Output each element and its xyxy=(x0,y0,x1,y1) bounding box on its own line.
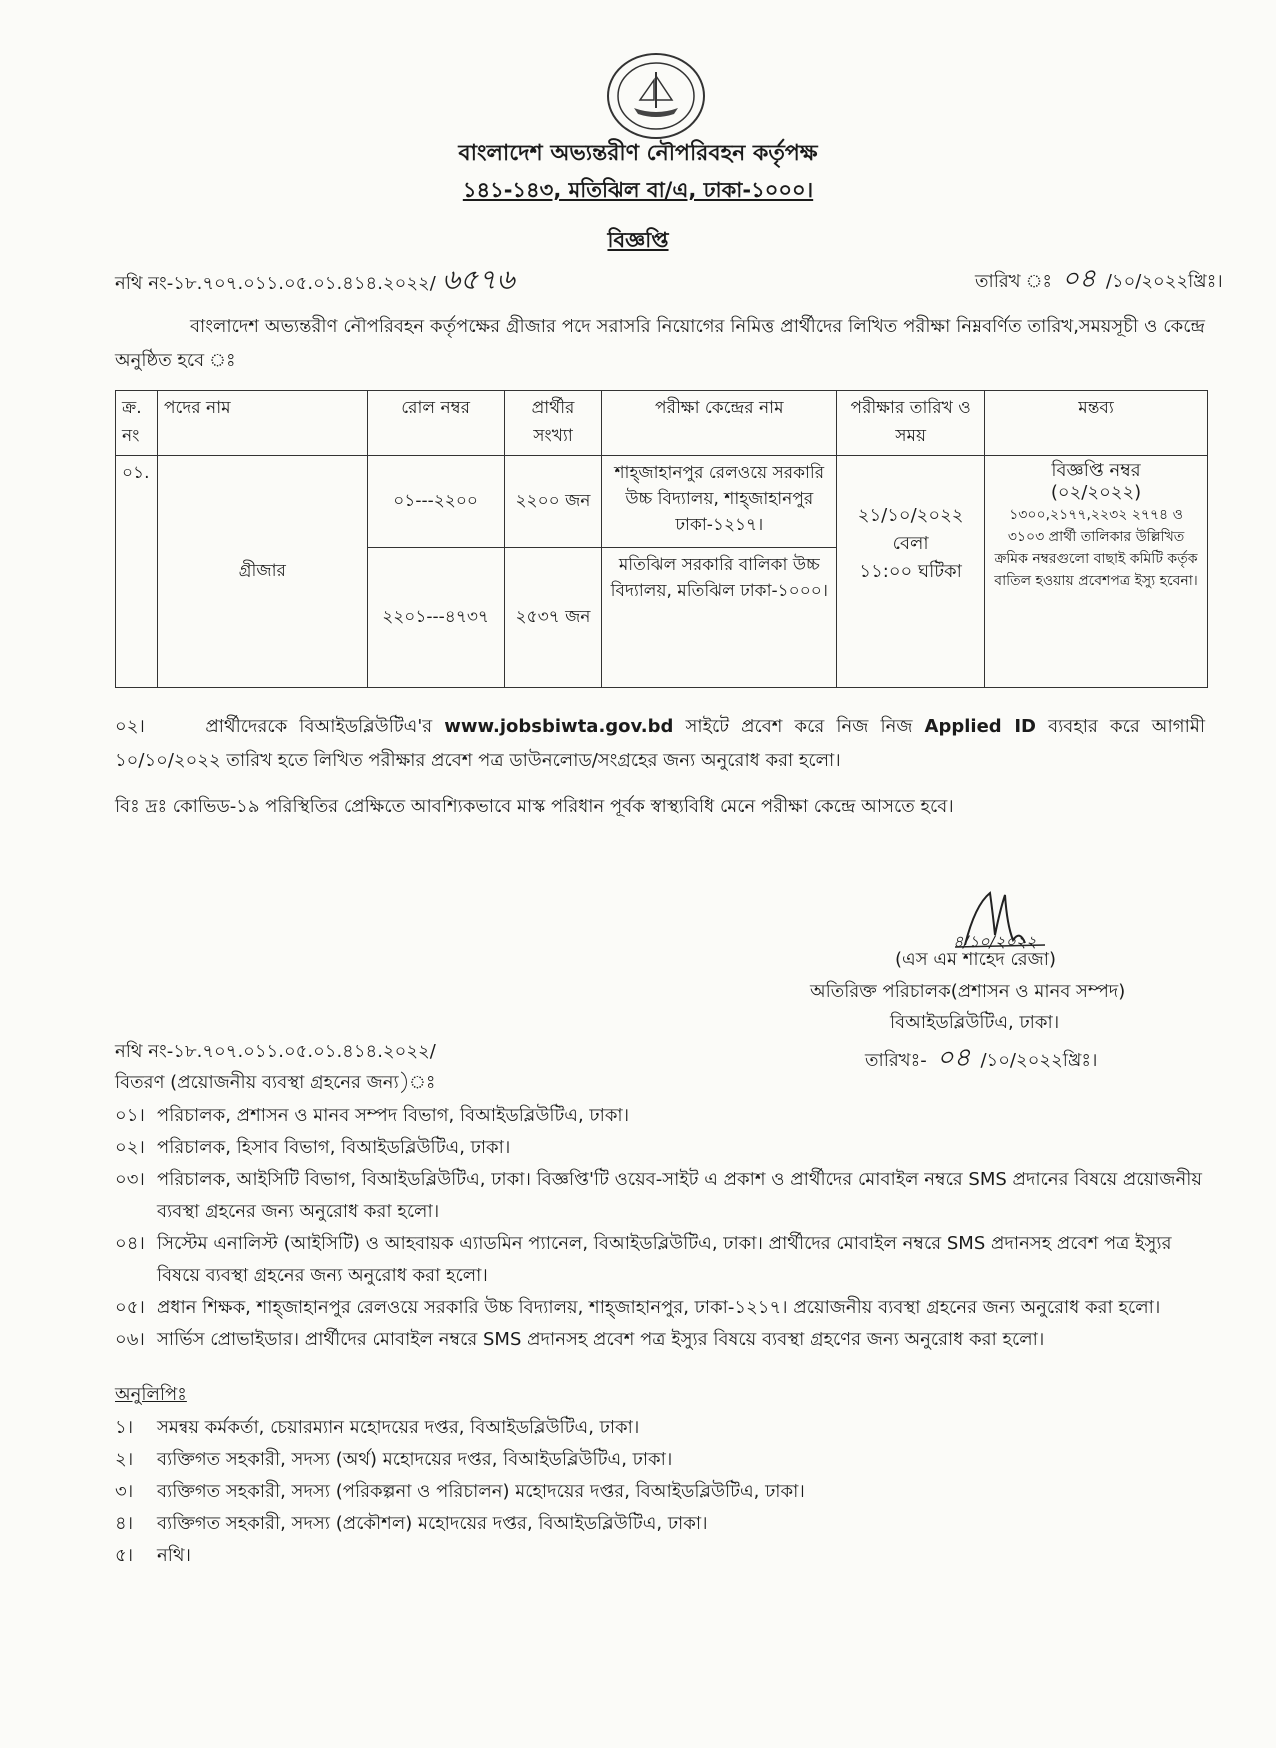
list-item: ০২। পরিচালক, হিসাব বিভাগ, বিআইডব্লিউটিএ, ঢাকা। xyxy=(115,1137,511,1158)
header-remarks: মন্তব্য xyxy=(985,391,1208,456)
memo-number xyxy=(115,258,515,305)
remarks-notice-number-label: বিজ্ঞপ্তি নম্বর xyxy=(1051,460,1141,481)
svg-text:৪/১০/২০২২: ৪/১০/২০২২ xyxy=(953,932,1037,951)
notice-title: বিজ্ঞপ্তি xyxy=(607,228,669,252)
remarks-cell xyxy=(985,456,1208,688)
copies-title: অনুলিপিঃ xyxy=(115,1384,187,1405)
list-item: ০৬। সার্ভিস প্রোভাইডার। প্রার্থীদের মোবাইল নম্বরে SMS প্রদানসহ প্রবেশ পত্র ইস্যুর বিষয়ে ব্যবস্থা গ্রহণের জন্য অনুরোধ করা হলো। xyxy=(115,1329,1045,1350)
header-datetime: পরীক্ষার তারিখ ও সময় xyxy=(837,391,985,456)
list-item: ৩। ব্যক্তিগত সহকারী, সদস্য (পরিকল্পনা ও পরিচালন) মহোদয়ের দপ্তর, বিআইডব্লিউটিএ, ঢাকা। xyxy=(115,1481,805,1502)
memo-number-text: নথি নং-১৮.৭০৭.০১১.০৫.০১.৪১৪.২০২২/ xyxy=(115,273,436,294)
exam-time: ১১:০০ ঘটিকা xyxy=(859,560,962,582)
list-item: ০৩। পরিচালক, আইসিটি বিভাগ, বিআইডব্লিউটিএ, ঢাকা। বিজ্ঞপ্তি'টি ওয়েব-সাইট এ প্রকাশ ও প্রার্থীদের মোবাইল নম্বরে SMS প্রদানের বিষয়ে প্রয়োজনীয় ব্যবস্থা গ্রহনের জন্য অনুরোধ করা হলো। xyxy=(115,1169,1202,1222)
datetime-cell xyxy=(837,456,985,688)
exam-date: ২১/১০/২০২২ xyxy=(857,504,964,526)
center-cell: মতিঝিল সরকারি বালিকা উচ্চ বিদ্যালয়, মতিঝিল ঢাকা-১০০০। xyxy=(602,548,837,688)
list-item: ২। ব্যক্তিগত সহকারী, সদস্য (অর্থ) মহোদয়ের দপ্তর, বিআইডব্লিউটিএ, ঢাকা। xyxy=(115,1449,673,1470)
list-item: ০১। পরিচালক, প্রশাসন ও মানব সম্পদ বিভাগ, বিআইডব্লিউটিএ, ঢাকা। xyxy=(115,1105,630,1126)
exam-schedule-table xyxy=(115,390,1208,688)
remarks-notice-number: (০২/২০২২) xyxy=(1050,482,1142,503)
memo-number-2: নথি নং-১৮.৭০৭.০১১.০৫.০১.৪১৪.২০২২/ xyxy=(115,1041,436,1062)
count-cell: ২২০০ জন xyxy=(504,456,602,548)
list-item: ০৪। সিস্টেম এনালিস্ট (আইসিটি) ও আহবায়ক এ্যাডমিন প্যানেল, বিআইডব্লিউটিএ, ঢাকা। প্রার্থীদের মোবাইল নম্বরে SMS প্রদানসহ প্রবেশ পত্র ইস্যুর বিষয়ে ব্যবস্থা গ্রহনের জন্য অনুরোধ করা হলো। xyxy=(115,1233,1172,1286)
memo-date: তারিখ ঃ ০৪ /১০/২০২২খ্রিঃ। xyxy=(975,264,1223,294)
copies-list xyxy=(115,1412,1215,1572)
signatory-name: (এস এম শাহেদ রেজা) xyxy=(895,949,1057,970)
intro-paragraph: বাংলাদেশ অভ্যন্তরীণ নৌপরিবহন কর্তৃপক্ষের গ্রীজার পদে সরাসরি নিয়োগের নিমিত্ত প্রার্থীদের লিখিত পরীক্ষা নিম্নবর্ণিত তারিখ,সময়সূচী ও কেন্দ্রে অনুষ্ঠিত হবে ঃ xyxy=(115,316,1205,371)
covid-note: বিঃ দ্রঃ কোভিড-১৯ পরিস্থিতির প্রেক্ষিতে আবশ্যিকভাবে মাস্ক পরিধান পূর্বক স্বাস্থ্যবিধি মেনে পরীক্ষা কেন্দ্রে আসতে হবে। xyxy=(115,796,954,817)
table-row xyxy=(116,456,1208,548)
biwta-seal-logo xyxy=(604,50,708,142)
header-center: পরীক্ষা কেন্দ্রের নাম xyxy=(602,391,837,456)
handwritten-date-2: ০৪ xyxy=(936,1043,971,1073)
distribution-title: বিতরণ (প্রয়োজনীয় ব্যবস্থা গ্রহনের জন্য)ঃ xyxy=(115,1072,436,1093)
list-item: ৪। ব্যক্তিগত সহকারী, সদস্য (প্রকৌশল) মহোদয়ের দপ্তর, বিআইডব্লিউটিএ, ঢাকা। xyxy=(115,1513,708,1534)
list-item: ০৫। প্রধান শিক্ষক, শাহ্‌জাহানপুর রেলওয়ে সরকারি উচ্চ বিদ্যালয়, শাহ্‌জাহানপুর, ঢাকা-১২১৭। প্রয়োজনীয় ব্যবস্থা গ্রহনের জন্য অনুরোধ করা হলো। xyxy=(115,1297,1161,1318)
header-count: প্রার্থীর সংখ্যা xyxy=(504,391,602,456)
website-link[interactable]: www.jobsbiwta.gov.bd xyxy=(444,716,674,737)
exam-time-label: বেলা xyxy=(892,532,929,554)
remarks-detail: ১৩০০,২১৭৭,২২৩২ ২৭৭৪ ও ৩১০৩ প্রার্থী তালিকার উল্লিখিত ক্রমিক নম্বরগুলো বাছাই কমিটি কর্তৃক বাতিল হওয়ায় প্রবেশপত্র ইস্যু হবেনা। xyxy=(994,507,1198,589)
signatory-org: বিআইডব্লিউটিএ, ঢাকা। xyxy=(890,1012,1060,1033)
list-item: ১। সমন্বয় কর্মকর্তা, চেয়ারম্যান মহোদয়ের দপ্তর, বিআইডব্লিউটিএ, ঢাকা। xyxy=(115,1417,640,1438)
list-item: ৫। নথি। xyxy=(115,1545,191,1566)
org-address: ১৪১-১৪৩, মতিঝিল বা/এ, ঢাকা-১০০০। xyxy=(462,178,814,202)
serial-cell: ০১. xyxy=(116,456,158,688)
memo-date-2: তারিখঃ- ০৪ /১০/২০২২খ্রিঃ। xyxy=(865,1043,1098,1073)
distribution-list xyxy=(115,1100,1215,1356)
center-cell: শাহ্‌জাহানপুর রেলওয়ে সরকারি উচ্চ বিদ্যালয়, শাহ্‌জাহানপুর ঢাকা-১২১৭। xyxy=(602,456,837,548)
roll-cell: ২২০১---৪৭৩৭ xyxy=(367,548,504,688)
org-name: বাংলাদেশ অভ্যন্তরীণ নৌপরিবহন কর্তৃপক্ষ xyxy=(458,141,818,166)
instruction-paragraph: ০২। প্রার্থীদেরকে বিআইডব্লিউটিএ'র www.jobsbiwta.gov.bd সাইটে প্রবেশ করে নিজ নিজ Applied ID ব্যবহার করে আগামী ১০/১০/২০২২ তারিখ হতে লিখিত পরীক্ষার প্রবেশ পত্র ডাউনলোড/সংগ্রহের জন্য অনুরোধ করা হলো। xyxy=(115,716,1205,771)
header-post: পদের নাম xyxy=(157,391,367,456)
handwritten-date: ০৪ xyxy=(1062,264,1096,294)
header-roll: রোল নম্বর xyxy=(367,391,504,456)
signatory-title: অতিরিক্ত পরিচালক(প্রশাসন ও মানব সম্পদ) xyxy=(810,981,1126,1002)
header-serial: ক্র. নং xyxy=(116,391,158,456)
count-cell: ২৫৩৭ জন xyxy=(504,548,602,688)
handwritten-memo-number: ৬৫৭৬ xyxy=(441,263,515,296)
post-cell: গ্রীজার xyxy=(157,456,367,688)
roll-cell: ০১---২২০০ xyxy=(367,456,504,548)
table-header-row xyxy=(116,391,1208,456)
